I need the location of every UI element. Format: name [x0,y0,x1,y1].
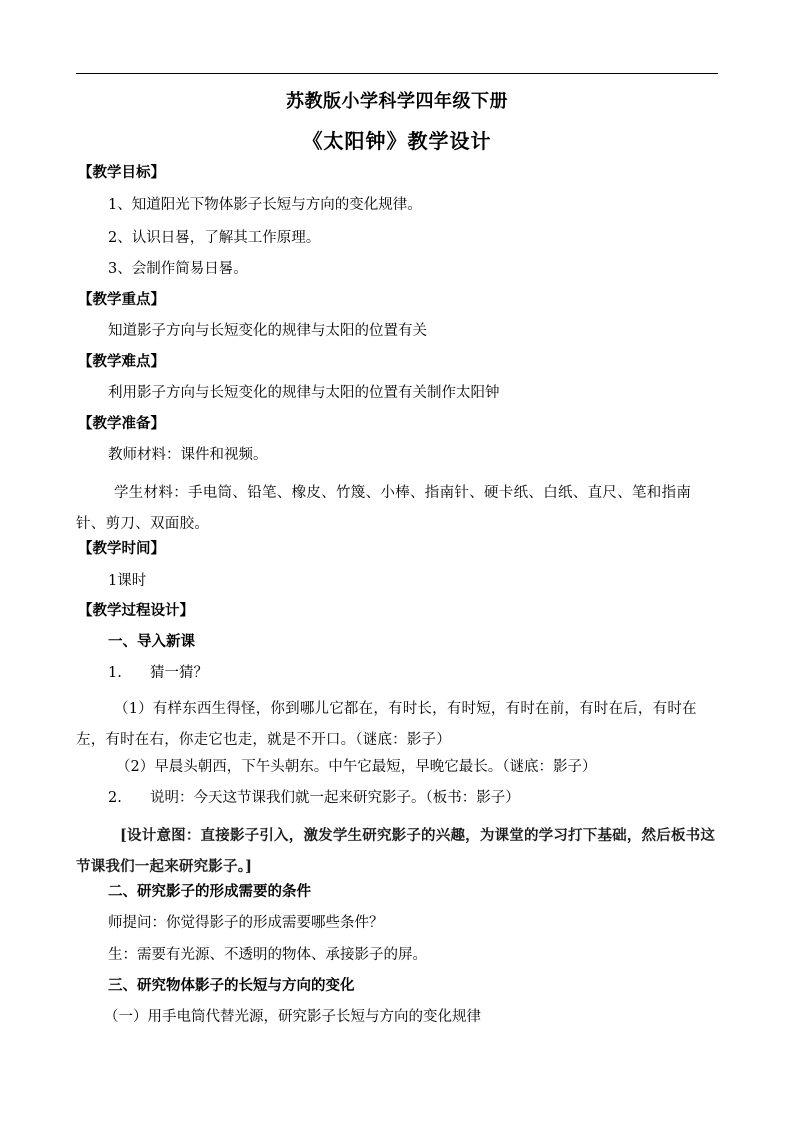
item2-text: 说明：今天这节课我们就一起来研究影子。（板书：影子） [150,790,520,806]
item1-line [108,663,750,683]
key-heading: 【教学重点】 [78,291,165,308]
key-text: 知道影子方向与长短变化的规律与太阳的位置有关 [108,323,427,339]
goals-heading: 【教学目标】 [78,164,165,181]
time-text: 1课时 [108,573,147,589]
part2-question: 师提问：你觉得影子的形成需要哪些条件？ [108,915,384,931]
riddle-2: （2）早晨头朝西，下午头朝东。中午它最短，早晚它最长。（谜底：影子） [116,759,597,775]
part2-answer: 生：需要有光源、不透明的物体、承接影子的屏。 [108,947,427,963]
part3-heading: 三、研究物体影子的长短与方向的变化 [108,977,355,994]
prep-heading: 【教学准备】 [78,415,165,432]
difficult-text: 利用影子方向与长短变化的规律与太阳的位置有关制作太阳钟 [108,385,500,401]
header-rule [76,73,718,74]
time-heading: 【教学时间】 [78,540,165,557]
item1-text: 猜一猜？ [150,665,208,681]
document-subtitle: 《太阳钟》教学设计 [302,129,492,153]
difficult-heading: 【教学难点】 [78,353,165,370]
item2-line [108,788,750,808]
part1-heading: 一、导入新课 [108,633,195,650]
prep-student: 学生材料：手电筒、铅笔、橡皮、竹篾、小棒、指南针、硬卡纸、白纸、直尺、笔和指南针、剪刀、双面胶。 [76,485,692,532]
goal-item: 1、知道阳光下物体影子长短与方向的变化规律。 [108,197,422,213]
goal-item: 2、认识日晷，了解其工作原理。 [108,230,321,246]
process-heading: 【教学过程设计】 [78,602,194,619]
part2-heading: 二、研究影子的形成需要的条件 [108,883,311,900]
document-title: 苏教版小学科学四年级下册 [286,91,508,112]
design-note: [设计意图：直接影子引入，激发学生研究影子的兴趣，为课堂的学习打下基础，然后板书这节课我们一起来研究影子。] [76,827,716,875]
riddle-1: （1）有样东西生得怪，你到哪儿它都在，有时长，有时短，有时在前，有时在后，有时在左，有时在右，你走它也走，就是不开口。（谜底：影子） [76,701,697,748]
goal-item: 3、会制作简易日晷。 [108,261,248,277]
prep-teacher: 教师材料：课件和视频。 [108,447,268,463]
part3-sub1: （一）用手电筒代替光源，研究影子长短与方向的变化规律 [104,1009,481,1025]
item2-number: 2. [108,790,122,806]
item1-number: 1. [108,665,122,681]
